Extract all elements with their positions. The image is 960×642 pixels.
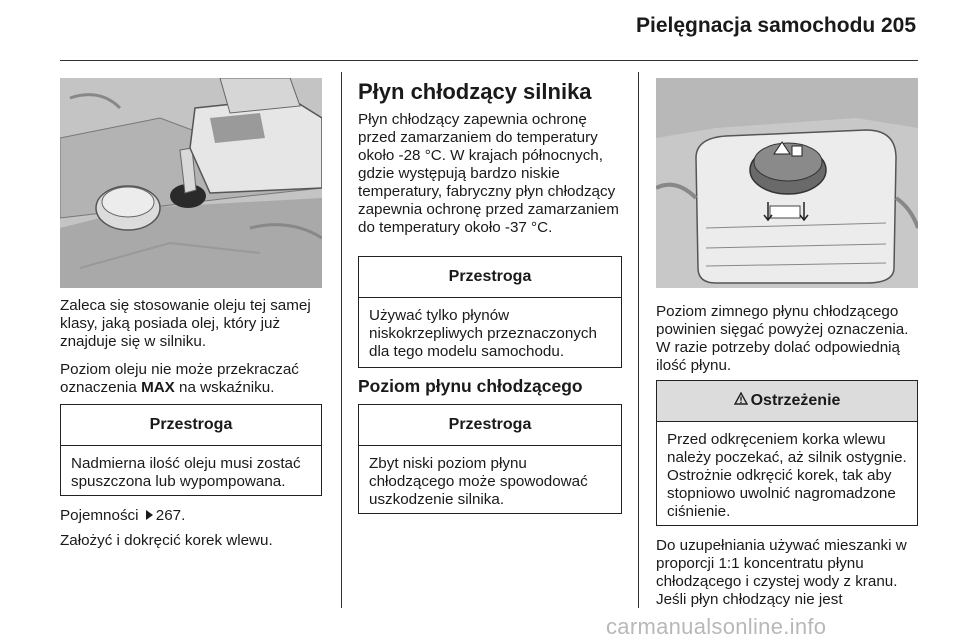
caution-title: Przestroga: [61, 405, 321, 446]
warning-title: Ostrzeżenie: [750, 392, 841, 409]
coolant-heading: Płyn chłodzący silnika: [358, 79, 592, 104]
coolant-intro-paragraph: Płyn chłodzący zapewnia ochronę przed zamarzaniem do temperatury około -28 °C. W krajach północnych, gdzie występują bardzo niskie temperatury, fabryczny płyn chłodzący zapewnia ochronę przed zamarzaniem do temperatury około -37 °C.: [358, 111, 619, 236]
caution-body: Nadmierna ilość oleju musi zostać spuszczona lub wypompowana.: [71, 455, 301, 490]
capacity-label: Pojemności: [60, 507, 139, 524]
coolant-level-paragraph: Poziom zimnego płynu chłodzącego powinien sięgać powyżej oznaczenia. W razie potrzeby dolać odpowiednią ilość płynu.: [656, 303, 909, 374]
engine-oil-filling-illustration: [60, 78, 322, 288]
caution-body: Zbyt niski poziom płynu chłodzącego może spowodować uszkodzenie silnika.: [369, 455, 588, 508]
header-divider: [60, 60, 918, 61]
oil-level-text: Poziom oleju nie może przekraczać oznaczenia: [60, 361, 299, 396]
oil-level-text-end: na wskaźniku.: [174, 379, 275, 396]
capacity-page-ref[interactable]: 267.: [155, 507, 186, 524]
cap-instruction-paragraph: Założyć i dokręcić korek wlewu.: [60, 532, 273, 549]
capacity-paragraph: [60, 507, 330, 525]
coolant-reservoir-illustration: [656, 78, 918, 288]
coolant-mixture-paragraph: Do uzupełniania używać mieszanki w proporcji 1:1 koncentratu płynu chłodzącego i czystej wody z kranu. Jeśli płyn chłodzący nie jest: [656, 537, 907, 608]
warning-header: [657, 381, 917, 422]
warning-triangle-icon: [734, 392, 748, 410]
warning-body: Przed odkręceniem korka wlewu należy poczekać, aż silnik ostygnie. Ostrożnie odkręcić korek, tak aby stopniowo uwolnić nagromadzone ciśnienie.: [667, 431, 907, 520]
caution-title: Przestroga: [359, 257, 621, 298]
caution-body: Używać tylko płynów niskokrzepliwych przeznaczonych dla tego modelu samochodu.: [369, 307, 597, 360]
caution-box-coolant-level: [358, 404, 622, 514]
caution-title: Przestroga: [359, 405, 621, 446]
oil-level-paragraph: [60, 361, 330, 397]
watermark: carmanualsonline.info: [606, 614, 827, 639]
column-divider-1: [341, 72, 342, 608]
caution-box-oil: [60, 404, 322, 496]
cross-reference-arrow-icon: [146, 510, 153, 520]
oil-class-paragraph: Zaleca się stosowanie oleju tej samej klasy, jaką posiada olej, który już znajduje się w silniku.: [60, 297, 311, 350]
page-number: 205: [881, 14, 917, 37]
coolant-level-subheading: Poziom płynu chłodzącego: [358, 376, 583, 396]
warning-box-pressure: [656, 380, 918, 526]
caution-box-antifreeze: [358, 256, 622, 368]
page-header-title: Pielęgnacja samochodu: [636, 14, 876, 37]
max-mark-label: MAX: [141, 379, 175, 396]
column-divider-2: [638, 72, 639, 608]
